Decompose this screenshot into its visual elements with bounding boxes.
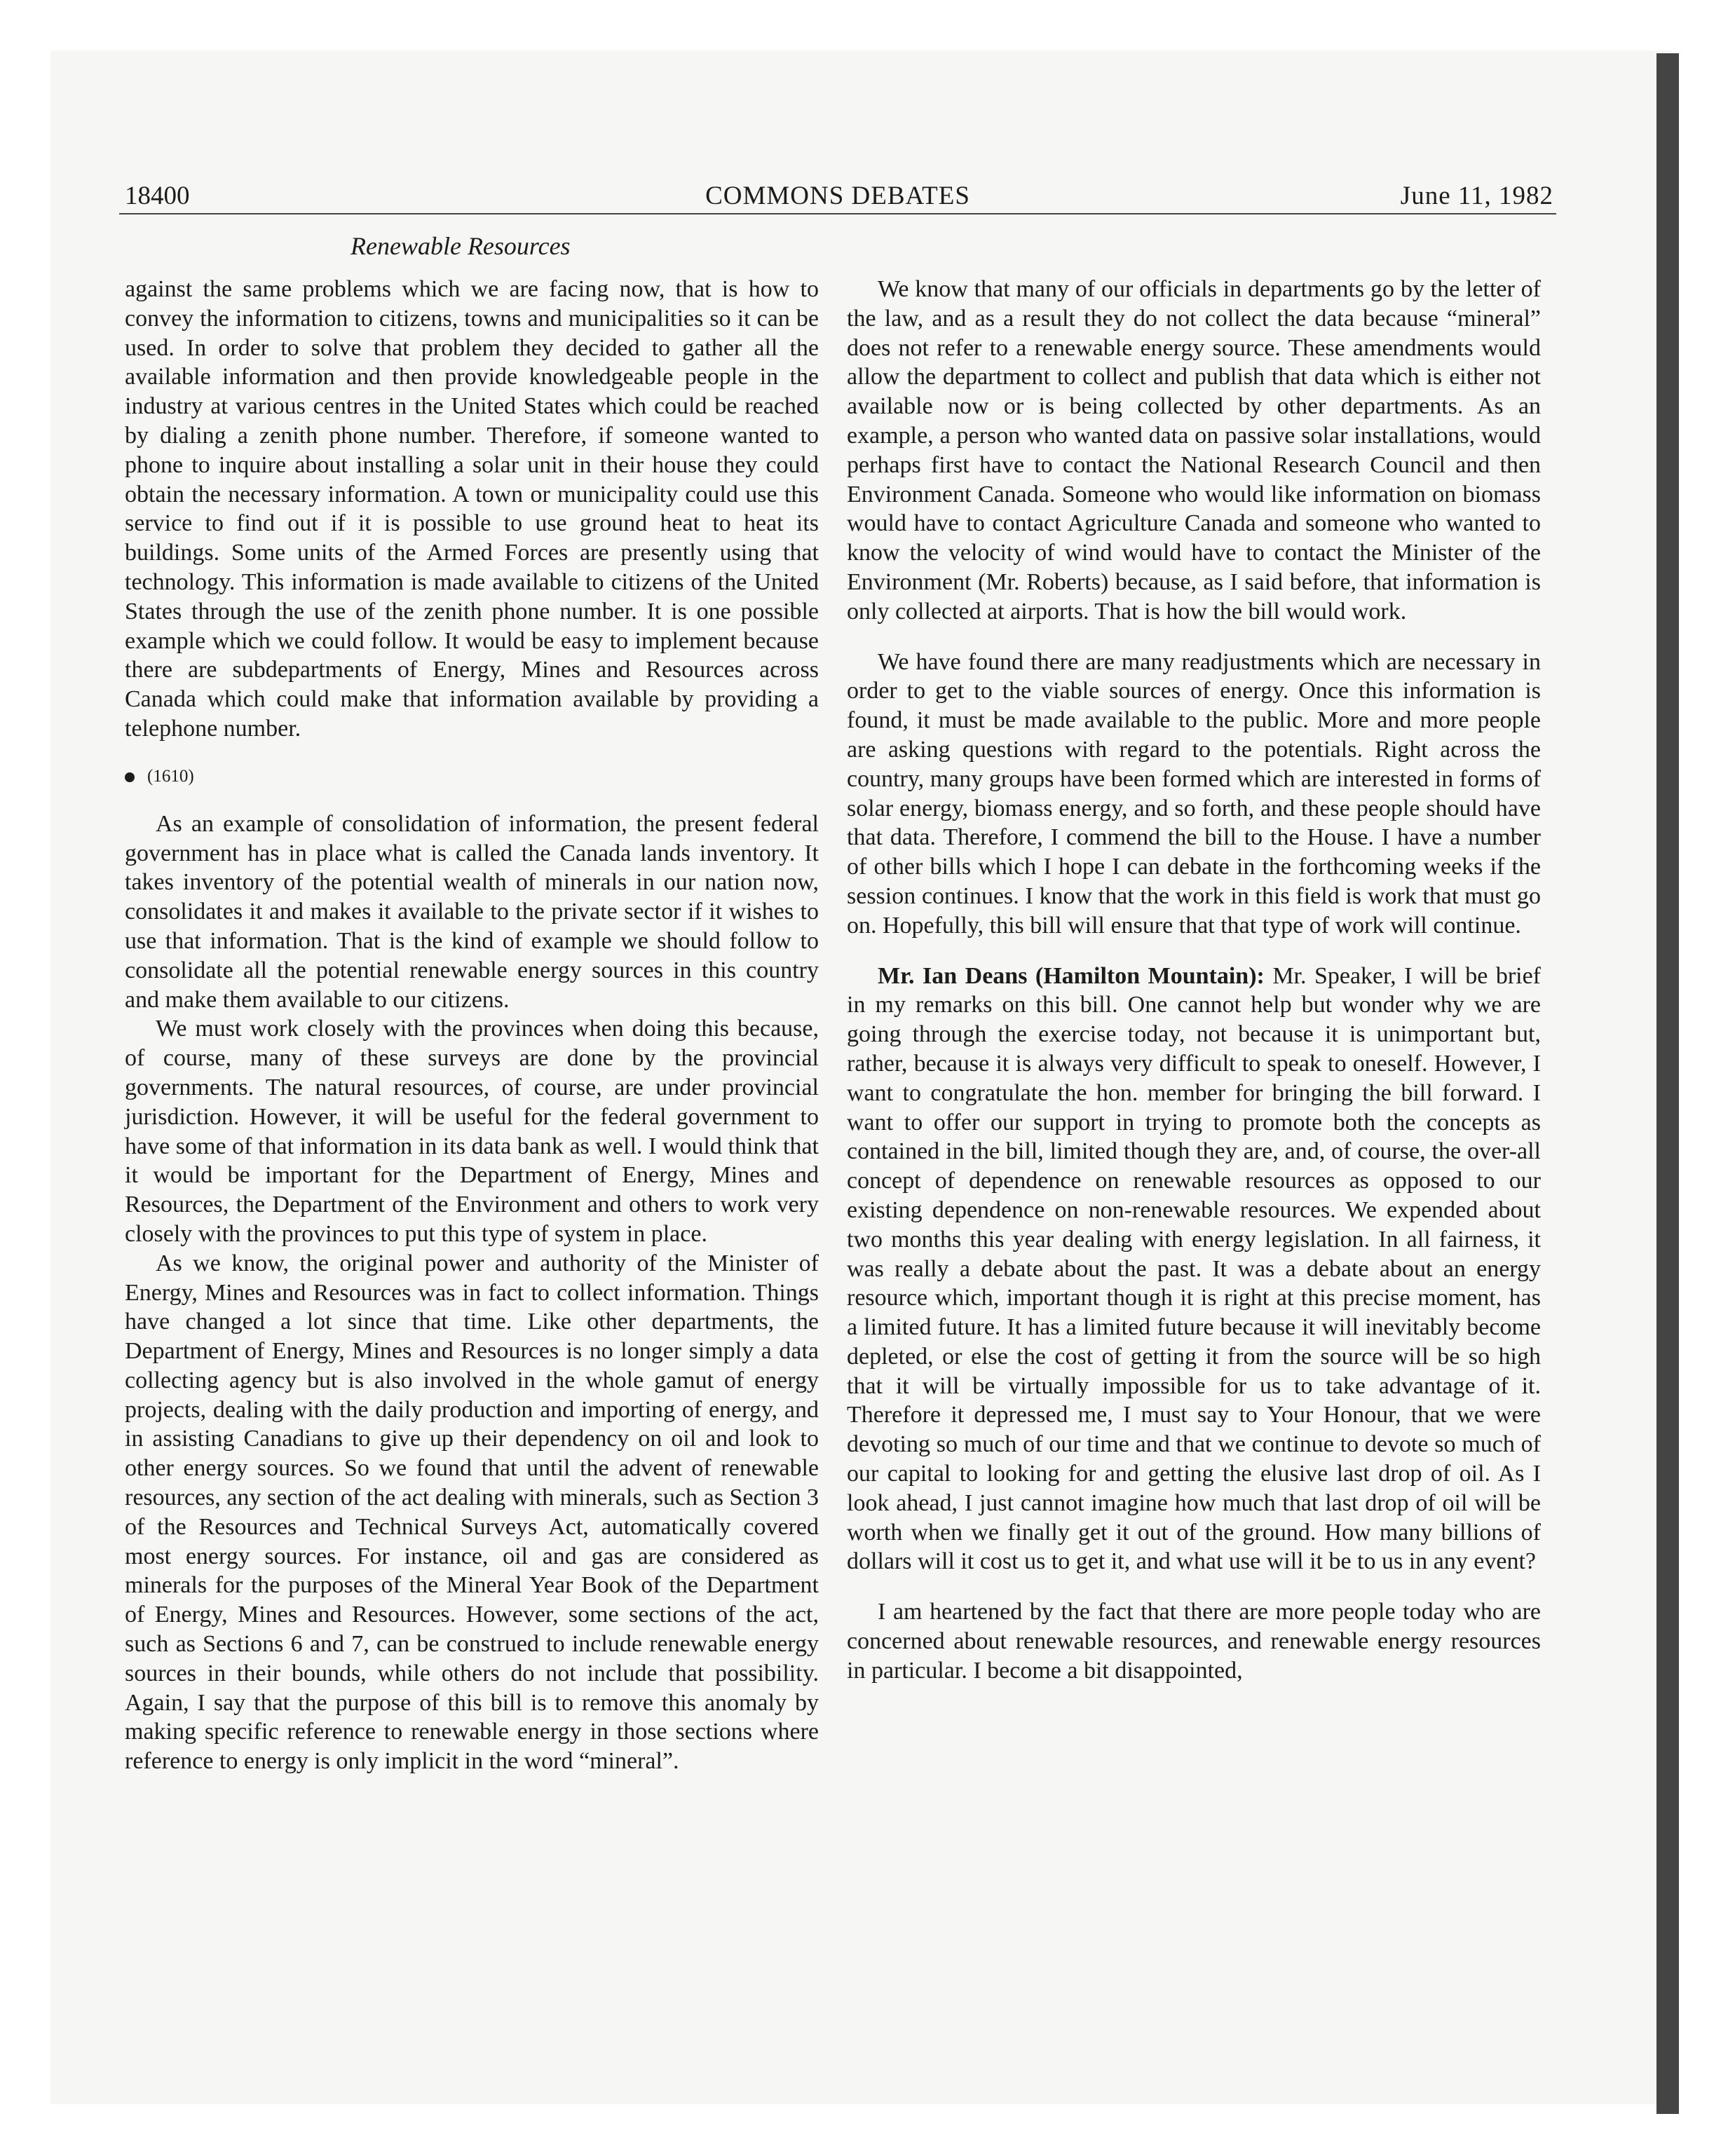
publication-date: June 11, 1982 bbox=[1400, 182, 1553, 210]
paragraph: We have found there are many readjustments which are necessary in order to get to the viable sources of energy. Once this information is found, it must be made available to the public. More and more people are asking questions with regard to the potentials. Right across the country, many groups have been formed which are interested in forms of solar energy, biomass energy, and so forth, and these people should have that data. Therefore, I commend the bill to the House. I have a number of other bills which I hope I can debate in the forthcoming weeks if the session continues. I know that the work in this field is work that must go on. Hopefully, this bill will ensure that that type of work will continue. bbox=[847, 648, 1541, 939]
page-number: 18400 bbox=[125, 182, 190, 210]
paragraph: As we know, the original power and authority of the Minister of Energy, Mines and Resources was in fact to collect information. Things have changed a lot since that time. Like other departments, the Department of Energy, Mines and Resources is no longer simply a data collecting agency but is also involved in the whole gamut of energy projects, dealing with the daily production and importing of energy, and in assisting Canadians to give up their dependency on oil and look to other energy sources. So we found that until the advent of renewable resources, any section of the act dealing with minerals, such as Section 3 of the Resources and Technical Surveys Act, automatically covered most energy sources. For instance, oil and gas are considered as minerals for the purposes of the Mineral Year Book of the Department of Energy, Mines and Resources. However, some sections of the act, such as Sections 6 and 7, can be construed to include renewable energy sources in their bounds, while others do not include that possibility. Again, I say that the purpose of this bill is to remove this anomaly by making specific reference to renewable energy in those sections where reference to energy is only implicit in the word “mineral”. bbox=[125, 1250, 819, 1775]
paragraph: As an example of consolidation of information, the present federal government has in place what is called the Canada lands inventory. It takes inventory of the potential wealth of minerals in our nation now, consolidates it and makes it available to the private sector if it wishes to use that information. That is the kind of example we should follow to consolidate all the potential renewable energy sources in this country and make them available to our citizens. bbox=[125, 810, 819, 1013]
paragraph: against the same problems which we are facing now, that is how to convey the information to citizens, towns and municipalities so it can be used. In order to solve that problem they decided to gather all the available information and then provide knowledgeable people in the industry at various centres in the United States which could be reached by dialing a zenith phone number. Therefore, if someone wanted to phone to inquire about installing a solar unit in their house they could obtain the necessary information. A town or municipality could use this service to find out if it is possible to use ground heat to heat its buildings. Some units of the Armed Forces are presently using that technology. This information is made available to citizens of the United States through the use of the zenith phone number. It is one possible example which we could follow. It would be easy to implement because there are subdepartments of Energy, Mines and Resources across Canada which could make that information available by providing a telephone number. bbox=[125, 276, 819, 742]
time-marker bbox=[125, 765, 819, 789]
left-column bbox=[125, 275, 819, 1776]
speech-paragraph bbox=[847, 962, 1541, 1577]
scan-edge-shadow bbox=[1656, 53, 1679, 2114]
speech-text: Mr. Speaker, I will be brief in my remarks on this bill. One cannot help but wonder why we are going through the exercise today, not because it is unimportant but, rather, because it is always very difficult to speak to oneself. However, I want to congratulate the hon. member for bringing the bill forward. I want to offer our support in trying to promote both the concepts as contained in the bill, limited though they are, and, of course, the over-all concept of dependence on renewable resources as opposed to our existing dependence on non-renewable resources. We expended about two months this year dealing with energy legislation. In all fairness, it was really a debate about the past. It was a debate about an energy resource which, important though it is right at this precise moment, has a limited future. It has a limited future because it will inevitably become depleted, or else the cost of getting it from the source will be so high that it will be virtually impossible for us to take advantage of it. Therefore it depressed me, I must say to Your Honour, that we were devoting so much of our time and that we continue to devote so much of our capital to looking for and getting the elusive last drop of oil. As I look ahead, I just cannot imagine how much that last drop of oil will be worth when we finally get it out of the ground. How many billions of dollars will it cost us to get it, and what use will it be to us in any event? bbox=[847, 962, 1542, 1575]
page-header bbox=[119, 178, 1556, 214]
timestamp-text: (1610) bbox=[147, 766, 194, 786]
paragraph: We know that many of our officials in departments go by the letter of the law, and as a result they do not collect the data because “mineral” does not refer to a renewable energy source. These amendments would allow the department to collect and publish that data which is either not available now or is being collected by other departments. As an example, a person who wanted data on passive solar installations, would perhaps first have to contact the National Research Council and then Environment Canada. Someone who would like information on biomass would have to contact Agriculture Canada and someone who wanted to know the velocity of wind would have to contact the Minister of the Environment (Mr. Roberts) because, as I said before, that information is only collected at airports. That is how the bill would work. bbox=[847, 276, 1541, 625]
paragraph: I am heartened by the fact that there are more people today who are concerned about renewable resources, and renewable energy resources in particular. I become a bit disappointed, bbox=[847, 1599, 1541, 1684]
paragraph: We must work closely with the provinces when doing this because, of course, many of these surveys are done by the provincial governments. The natural resources, of course, are under provincial jurisdiction. However, it will be useful for the federal government to have some of that information in its data bank as well. I would think that it would be important for the Department of Energy, Mines and Resources, the Department of the Environment and others to work very closely with the provinces to put this type of system in place. bbox=[125, 1016, 819, 1247]
bullet-icon bbox=[125, 772, 135, 782]
speaker-name: Mr. Ian Deans (Hamilton Mountain): bbox=[878, 962, 1265, 989]
publication-title: COMMONS DEBATES bbox=[705, 182, 970, 210]
section-title: Renewable Resources bbox=[351, 232, 571, 260]
right-column bbox=[847, 275, 1541, 1686]
